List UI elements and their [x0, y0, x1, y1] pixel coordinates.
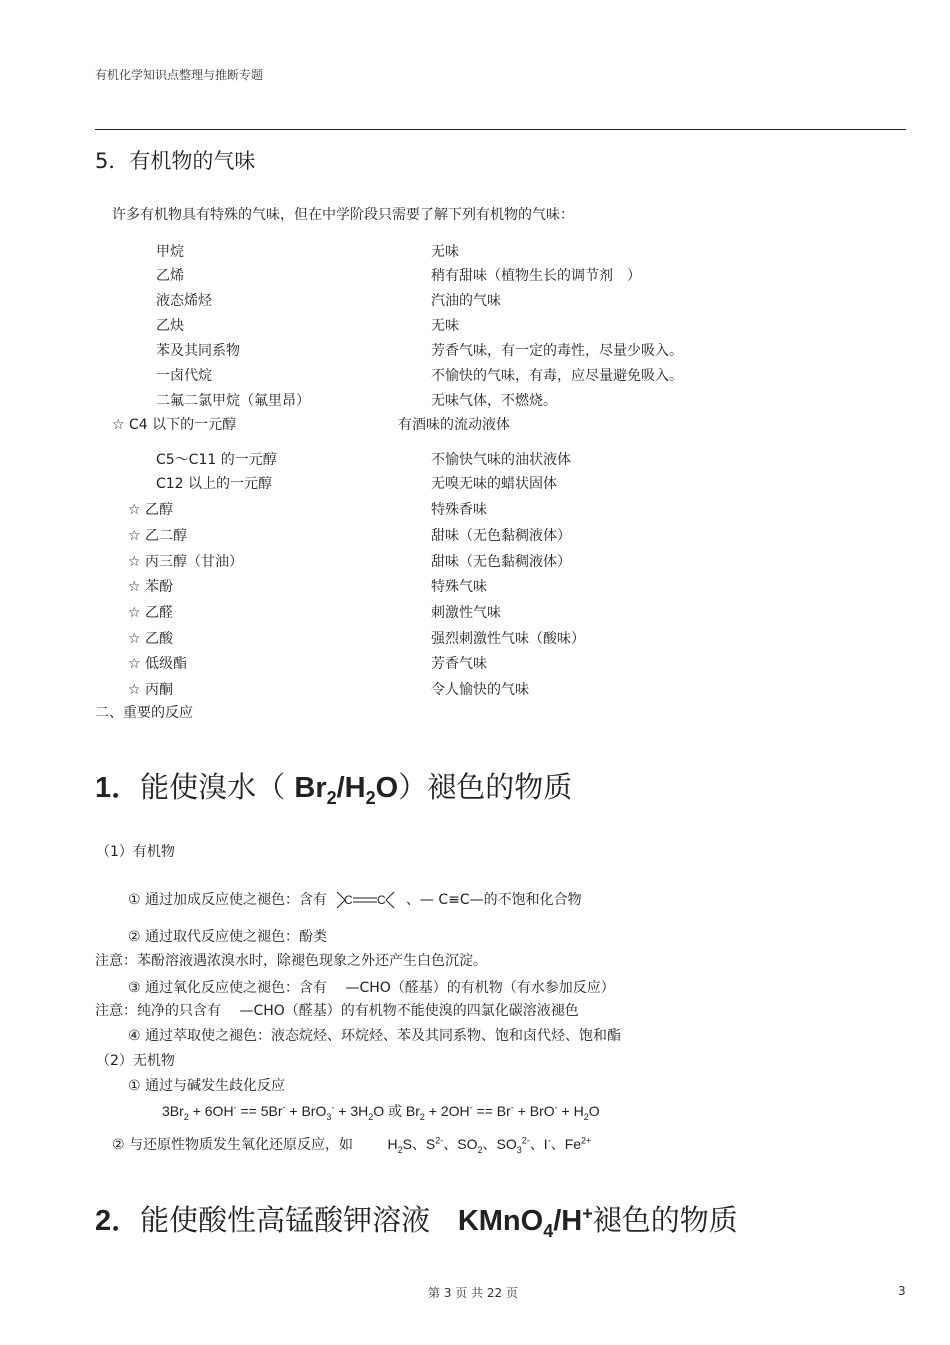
part-title: 二、重要的反应 — [95, 705, 193, 721]
heading-number: 1． — [95, 772, 141, 804]
smell-row-name: 二氟二氯甲烷（氟里昂） — [156, 393, 310, 409]
smell-row-name: ☆ 乙醇 — [128, 502, 174, 518]
inorganic-label: （2）无机物 — [96, 1053, 175, 1069]
smell-row-description: 特殊香味 — [431, 502, 487, 518]
smell-row-name: ☆ 苯酚 — [128, 579, 174, 595]
smell-row-name: 乙烯 — [156, 268, 184, 284]
smell-row-description: 刺激性气味 — [431, 605, 501, 621]
heading-2-formula: KMnO$_4$/H+ — [457, 1203, 593, 1241]
smell-row-description: 不愉快的气味，有毒，应尽量避免吸入。 — [431, 368, 683, 384]
organic-item-1-suffix: 、— C≡C—的不饱和化合物 — [405, 892, 582, 908]
organic-item-1 — [128, 889, 582, 911]
inorganic-item-1: ① 通过与碱发生歧化反应 — [128, 1078, 286, 1094]
heading-text-a: 能使溴水（ — [140, 770, 286, 804]
smell-row-description: 无味 — [431, 244, 459, 260]
smell-row-name: ☆ 低级酯 — [128, 656, 188, 672]
intro-text: 许多有机物具有特殊的气味，但在中学阶段只需要了解下列有机物的气味： — [112, 207, 574, 223]
smell-row-name: ☆ 乙酸 — [128, 631, 174, 647]
smell-row-name: 乙炔 — [156, 318, 184, 334]
smell-row-name: 液态烯烃 — [156, 293, 212, 309]
smell-row-name: 一卤代烷 — [156, 368, 212, 384]
note-2: 注意：纯净的只含有 —CHO（醛基）的有机物不能使溴的四氯化碳溶液褪色 — [95, 1003, 579, 1019]
smell-row-description: 强烈刺激性气味（酸味） — [431, 631, 585, 647]
smell-row-name: ☆ 丙三醇（甘油） — [128, 554, 244, 570]
smell-row-description: 甜味（无色黏稠液体） — [431, 528, 571, 544]
organic-label: （1）有机物 — [96, 844, 175, 860]
inorganic-item-2-text: ② 与还原性物质发生氧化还原反应，如 — [112, 1137, 353, 1153]
smell-row-name: 甲烷 — [156, 244, 184, 260]
organic-item-2: ② 通过取代反应使之褪色：酚类 — [128, 929, 328, 945]
smell-row-description: 无嗅无味的蜡状固体 — [431, 476, 557, 492]
heading-formula: $Br_2/H_2O$ — [294, 772, 399, 808]
section-title: 5．有机物的气味 — [95, 149, 256, 173]
smell-row-description: 无味 — [431, 318, 459, 334]
page-counter: 第 3 页 共 22 页 — [428, 1286, 518, 1300]
heading-2-text-a: 能使酸性高锰酸钾溶液 — [140, 1203, 431, 1237]
smell-row-name: ☆ 乙二醇 — [128, 528, 188, 544]
smell-row-description: 无味气体，不燃烧。 — [431, 393, 557, 409]
note-1: 注意：苯酚溶液遇浓溴水时，除褪色现象之外还产生白色沉淀。 — [95, 953, 487, 969]
heading-2-text-b: 褪色的物质 — [592, 1203, 738, 1237]
heading-bromine-water — [95, 765, 572, 809]
heading-text-b: ）褪色的物质 — [398, 770, 573, 804]
smell-row-description: 不愉快气味的油状液体 — [431, 452, 571, 468]
smell-row-name: 苯及其同系物 — [156, 343, 240, 359]
smell-row-description: 特殊气味 — [431, 579, 487, 595]
smell-row-name: C12 以上的一元醇 — [156, 476, 273, 492]
smell-row-description: 芳香气味，有一定的毒性，尽量少吸入。 — [431, 343, 683, 359]
organic-item-1-text: ① 通过加成反应使之褪色：含有 — [128, 892, 328, 908]
svg-text:C: C — [344, 893, 354, 907]
equation-or: 或 — [388, 1104, 403, 1120]
heading-permanganate — [95, 1198, 738, 1242]
smell-row-name: C5～C11 的一元醇 — [156, 452, 277, 468]
running-header: 有机化学知识点整理与推断专题 — [95, 68, 264, 82]
header-divider — [95, 129, 906, 130]
smell-row-description: 汽油的气味 — [431, 293, 501, 309]
smell-row-description: 稍有甜味（植物生长的调节剂 ） — [431, 268, 641, 284]
smell-row-description: 芳香气味 — [431, 656, 487, 672]
smell-row-description: 令人愉快的气味 — [431, 682, 529, 698]
svg-text:C: C — [377, 893, 387, 907]
smell-row-description: 有酒味的流动液体 — [398, 417, 510, 433]
smell-row-description: 甜味（无色黏稠液体） — [431, 554, 571, 570]
organic-item-4: ④ 通过萃取使之褪色：液态烷烃、环烷烃、苯及其同系物、饱和卤代烃、饱和酯 — [128, 1028, 621, 1044]
smell-row-name: ☆ C4 以下的一元醇 — [112, 417, 237, 433]
disproportionation-equation: $3Br_2 + 6OH^- == 5Br^- + BrO_3^- + 3H_2O$ 或 $Br_2 + 2OH^- == Br^- + BrO^- + H_2O$ — [162, 1102, 600, 1122]
smell-row-name: ☆ 乙醛 — [128, 605, 174, 621]
page-number: 3 — [898, 1284, 906, 1298]
inorganic-item-2 — [112, 1134, 591, 1155]
smell-row-name: ☆ 丙酮 — [128, 682, 174, 698]
organic-item-3: ③ 通过氧化反应使之褪色：含有 —CHO（醛基）的有机物（有水参加反应） — [128, 980, 615, 996]
heading-2-number: 2． — [95, 1205, 141, 1237]
double-bond-structure-icon — [335, 889, 397, 911]
reducing-species: $H_2S$、$S^{2-}$、$SO_2$、$SO_3^{2-}$、I-、$Fe^{2+}$ — [387, 1135, 592, 1155]
